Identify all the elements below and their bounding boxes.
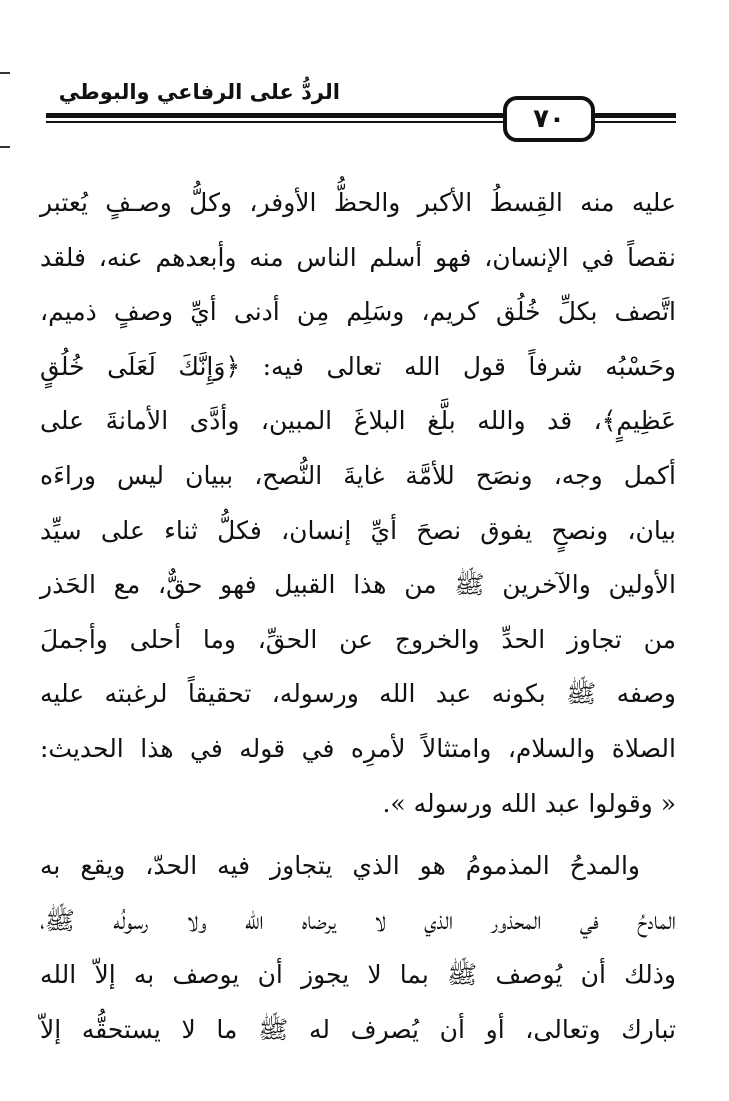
text-line: اتَّصف بكلِّ خُلُق كريم، وسَلِم مِن أدنى أيِّ وصفٍ ذميم، <box>40 297 676 327</box>
paragraph <box>40 839 676 1057</box>
margin-tick <box>0 146 10 148</box>
text-line: عليه منه القِسطُ الأكبر والحظُّ الأوفر، وكلُّ وصـفٍ يُعتبر <box>40 188 676 217</box>
body-text <box>40 176 676 1058</box>
running-title: الردُّ على الرفاعي والبوطي <box>58 80 340 104</box>
text-line: وذلك أن يُوصف ﷺ بما لا يجوز أن يوصف به إلاّ الله <box>40 960 676 990</box>
text-line: بيان، ونصحٍ يفوق نصحَ أيِّ إنسان، فكلُّ ثناء على سيِّد <box>40 515 676 545</box>
text-line: تبارك وتعالى، أو أن يُصرف له ﷺ ما لا يستحقُّه إلاّ <box>40 1014 676 1044</box>
text-line: من تجاوز الحدِّ والخروج عن الحقِّ، وما أحلى وأجملَ <box>40 624 676 654</box>
text-line: نقصاً في الإنسان، فهو أسلم الناس منه وأبعدهم عنه، فلقد <box>40 242 676 272</box>
margin-tick <box>0 72 10 74</box>
text-line: والمدحُ المذمومُ هو الذي يتجاوز فيه الحدّ، ويقع به <box>40 851 640 881</box>
text-line: « وقولوا عبد الله ورسوله ». <box>382 788 676 818</box>
text-line: الأولين والآخرين ﷺ من هذا القبيل فهو حقٌّ، مع الحَذر <box>40 570 676 600</box>
paragraph-gap <box>40 831 676 839</box>
page-number-frame <box>503 96 595 142</box>
text-line: المادحُ في المحذور الذي لا يرضاه الله ولا رسولُه ﷺ، <box>40 905 676 935</box>
paragraph <box>40 176 676 831</box>
text-line: عَظِيمٍ﴾، قد والله بلَّغ البلاغَ المبين، وأدَّى الأمانةَ على <box>40 406 676 436</box>
text-line: وصفه ﷺ بكونه عبد الله ورسوله، تحقيقاً لرغبته عليه <box>40 679 676 709</box>
text-line: الصلاة والسلام، وامتثالاً لأمرِه في قوله في هذا الحديث: <box>40 733 676 763</box>
text-line: أكمل وجه، ونصَح للأمَّة غايةَ النُّصح، ببيان ليس وراءَه <box>40 460 676 490</box>
page-number: ٧٠ <box>533 104 565 134</box>
text-line: وحَسْبُه شرفاً قول الله تعالى فيه: ﴿وَإِنَّكَ لَعَلَى خُلُقٍ <box>40 351 676 381</box>
